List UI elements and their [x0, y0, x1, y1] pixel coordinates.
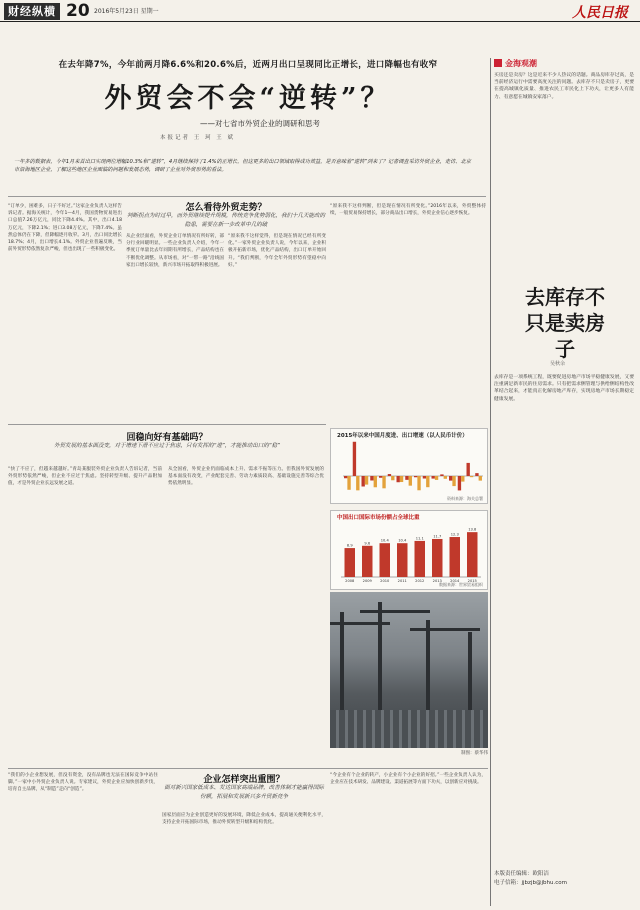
data-label: 10.4	[398, 538, 407, 543]
chart-bar-出口	[423, 476, 426, 479]
body-column-5: “快了不应了，但越来越越好。”青岛某服装外贸企业负责人告诉记者，当前外贸形势依然严峻，但企业不应过于焦虑。坚持转型升级、提升产品附加值，才是外贸企业长远发展之道。	[8, 467, 162, 487]
divider	[8, 196, 486, 197]
chart-bar-出口	[449, 476, 452, 481]
data-label: 13.8	[468, 527, 477, 532]
chart-bar-出口	[379, 476, 382, 478]
x-tick-label: 2012	[415, 579, 425, 583]
chart-bar	[467, 532, 478, 577]
divider	[8, 424, 326, 425]
section-heading-1: 怎么看待外贸走势？	[185, 203, 267, 213]
chart-bar-进口	[435, 476, 438, 480]
section-label: 财经纵横	[4, 3, 60, 20]
x-tick-label: 2013	[432, 579, 442, 583]
chart-bar-出口	[440, 474, 443, 476]
chart-bar	[415, 541, 426, 577]
port-photo	[330, 592, 488, 748]
chart-bar-进口	[356, 476, 359, 490]
body-column-9: “今企业有个企业的转产，小企业有个小企业的好招。”一些企业负责人认为，企业应在技术研发、品牌建设、渠道拓展等方面下功夫，以创新应对挑战。	[330, 773, 486, 786]
chart-bar	[345, 548, 356, 577]
issue-date: 2016年5月23日 星期一	[94, 8, 159, 15]
body-column-1: “订单少，困难多，日子不好过。”这家企业负责人这样告诉记者。据海关统计，今年1—4月，我国货物贸易进出口总值7.26万亿元，同比下降4.4%。其中，出口4.18万亿元，下降2.1%；进口3.08万亿元，下降7.4%。虽然总体仍在下降，但降幅逐月收窄。3月，出口同比增长18.7%；4月，出口增长4.1%。外贸企业普遍反映，当前外贸形势依然复杂严峻，但也出现了一些积极变化。	[8, 204, 122, 253]
chart-bar-出口	[370, 476, 373, 480]
chart-bar-出口	[467, 463, 470, 476]
article-deck: ——对七省市外贸企业的调研和思考	[200, 119, 320, 128]
x-tick-label: 2011	[397, 579, 407, 583]
article-headline: 外贸会不会“逆转”？	[104, 83, 392, 114]
x-tick-label: 2015	[467, 579, 477, 583]
x-tick-label: 2014	[450, 579, 460, 583]
data-label: 11.7	[433, 534, 442, 539]
chart-bar	[397, 543, 408, 577]
body-column-8: 国家层面应为企业创造更好的发展环境，降低企业成本，提高通关便利化水平，支持企业开拓国际市场，推动外贸转型升级和结构优化。	[162, 813, 326, 826]
crane-shape	[468, 632, 472, 722]
x-tick-label: 2009	[362, 579, 372, 583]
chart-bar-出口	[475, 473, 478, 476]
chart-bar	[362, 546, 373, 577]
data-label: 11.1	[415, 536, 424, 541]
chart-bar-进口	[479, 476, 482, 481]
chart-plot	[331, 511, 489, 591]
chart-bar	[450, 537, 461, 577]
chart-bar-进口	[426, 476, 429, 487]
chart-bar-进口	[470, 476, 473, 477]
chart-bar-进口	[382, 476, 385, 488]
section-heading-3: 企业怎样突出重围？	[203, 775, 285, 785]
import-export-growth-chart	[330, 428, 488, 504]
crane-shape	[410, 628, 480, 631]
data-label: 8.9	[346, 543, 353, 548]
chart-bar-进口	[417, 476, 420, 490]
body-column-7: “我们的小企业想发展，但没有资金，没有品牌也无法在国际竞争中站住脚。”一家中小外贸企业负责人说。专家建议，外贸企业应加快创新步伐，培育自主品牌，从“制造”走向“创造”。	[8, 773, 158, 793]
chart-title: 中国出口国际市场份额占全球比重	[337, 515, 420, 521]
section-heading-2: 回稳向好有基础吗？	[126, 433, 208, 443]
chart-bar-出口	[388, 474, 391, 476]
chart-bar-进口	[347, 476, 350, 490]
chart-bar-出口	[344, 476, 347, 478]
photo-credit: 制图：蔡华伟	[461, 751, 488, 756]
chart-bar-进口	[365, 476, 368, 485]
x-tick-label: 2008	[345, 579, 355, 583]
chart-title: 2015年以来中国月度进、出口增速（以人民币计价）	[337, 433, 468, 439]
data-label: 9.6	[364, 541, 371, 546]
crane-shape	[340, 612, 344, 722]
crane-shape	[378, 602, 382, 722]
page-number: 20	[66, 1, 90, 21]
chart-bar-出口	[405, 476, 408, 480]
sidebar-tag-text: 金海观潮	[505, 59, 537, 68]
section-subheading-2: 外贸发展的基本面没变，对于增速下滑不应过于焦虑，只有发挥的“进”，才能推动出口的“稳”	[54, 443, 280, 449]
chart-plot	[331, 429, 489, 505]
chart-bar-出口	[362, 476, 365, 487]
tag-marker-icon	[494, 59, 502, 67]
sidebar-author: 吴秋余	[550, 361, 566, 367]
divider	[8, 768, 488, 769]
body-column-4: “原来我不这样判断，但是现在情况有所变化。”2016年以来，外贸整体持续，一般贸易保持增长，部分商品出口增长，外贸企业信心逐步恢复。	[330, 204, 486, 217]
chart-bar-进口	[391, 476, 394, 480]
editor-email: 电子信箱：jjbzjb@jbhu.com	[494, 880, 567, 886]
data-label: 10.4	[380, 538, 389, 543]
sidebar-tag	[494, 58, 537, 69]
chart-source: 数据来源：世界贸易组织	[439, 582, 483, 587]
crane-shape	[360, 610, 430, 613]
section-subheading-1: 判断拐点为时过早，而外贸继续提升规模，传统竞争优势弱化，我们十几天能改的隐患，需要在新一步改革中几的破	[126, 213, 325, 228]
newspaper-logo: 人民日报	[572, 5, 628, 21]
sidebar-title: 去库存不只是卖房子	[525, 285, 605, 361]
x-tick-label: 2010	[380, 579, 390, 583]
chart-bar-进口	[374, 476, 377, 487]
masthead	[0, 0, 640, 22]
chart-bar-出口	[432, 476, 435, 479]
body-column-3: “原来我不这样觉得，但是现在情况已经有所变化。”一家外贸企业负责人说，今年以来，企业积极开拓新市场，优化产品结构，出口订单开始回升。“我们判断，今年全年外贸形势有望稳中向好。”	[228, 234, 326, 268]
chart-bar-进口	[400, 476, 403, 482]
article-byline: 本报记者 王 珂 王 斌	[160, 135, 235, 141]
article-lead: 一年多的数据表，今年1月来首出口实现两位增幅10.3%和“逆转”，4月继续保持了1.4%的正增长。但这更多的出口领域取得成功效益，是否意味着“逆转”到来了？记者调查采访外贸企业，走访、北京市沿海地区企业，了解这些地区企业面临的问题和发展态势，调研了企业对外贸形势的看法。	[14, 159, 471, 173]
export-share-chart	[330, 510, 488, 590]
sidebar-body-top: 买房还是卖房？这是近来不少人热议的话题。商品房库存过高，是当前经济运行中需要高度关注的问题。去库存不只是卖房子，更要在提高城镇化质量、推进农民工市民化上下功夫，让更多人有能力、有意愿在城镇安家落户。	[494, 73, 634, 100]
chart-bar-进口	[409, 476, 412, 486]
body-column-6: 从全国看，外贸企业仍面临成本上升、需求不振等压力。但我国外贸发展的基本面没有改变，产业配套完善、劳动力素质较高、基础设施完善等综合优势依然明显。	[168, 467, 324, 487]
chart-bar-出口	[458, 476, 461, 490]
data-label: 12.3	[450, 532, 459, 537]
chart-bar	[380, 543, 391, 577]
chart-bar-进口	[461, 476, 464, 482]
editor-footer	[494, 870, 567, 888]
article-subhead: 在去年降7%，今年前两月降6.6%和20.6%后，近两月出口呈现同比正增长，进口降幅也有收窄	[58, 60, 438, 70]
chart-bar-出口	[397, 476, 400, 482]
chart-bar-进口	[444, 476, 447, 479]
editor-name: 本版责任编辑：欧阳洁	[494, 871, 550, 877]
chart-source: 资料来源：海关总署	[447, 496, 483, 501]
chart-bar-出口	[353, 442, 356, 476]
sidebar-body-bottom: 去库存是一项系统工程，既要促进房地产市场平稳健康发展，又要注重满足新市民的住房需求。只有把需求侧管理与供给侧结构性改革结合起来，才能真正化解房地产库存，实现房地产市场长期稳定健康发展。	[494, 375, 634, 402]
container-yard	[330, 710, 488, 748]
chart-bar	[432, 539, 443, 577]
crane-shape	[426, 620, 430, 720]
chart-bar-出口	[414, 476, 417, 477]
chart-bar-进口	[452, 476, 455, 486]
body-column-2: 从企业层面看，外贸企业订单情况有所好转，部分行业回暖明显。一些企业负责人介绍，今年一季度订单量比去年同期有所增长，产品结构也在不断优化调整。从市场看，对“一带一路”沿线国家出口增长较快，新兴市场开拓取得积极进展。	[126, 234, 224, 268]
section-subheading-3: 面对新兴国家低成本、发达国家高端品牌，改善体制才能赢得国际份额，拓展和发展新兴多升贸新竞争	[164, 785, 324, 800]
